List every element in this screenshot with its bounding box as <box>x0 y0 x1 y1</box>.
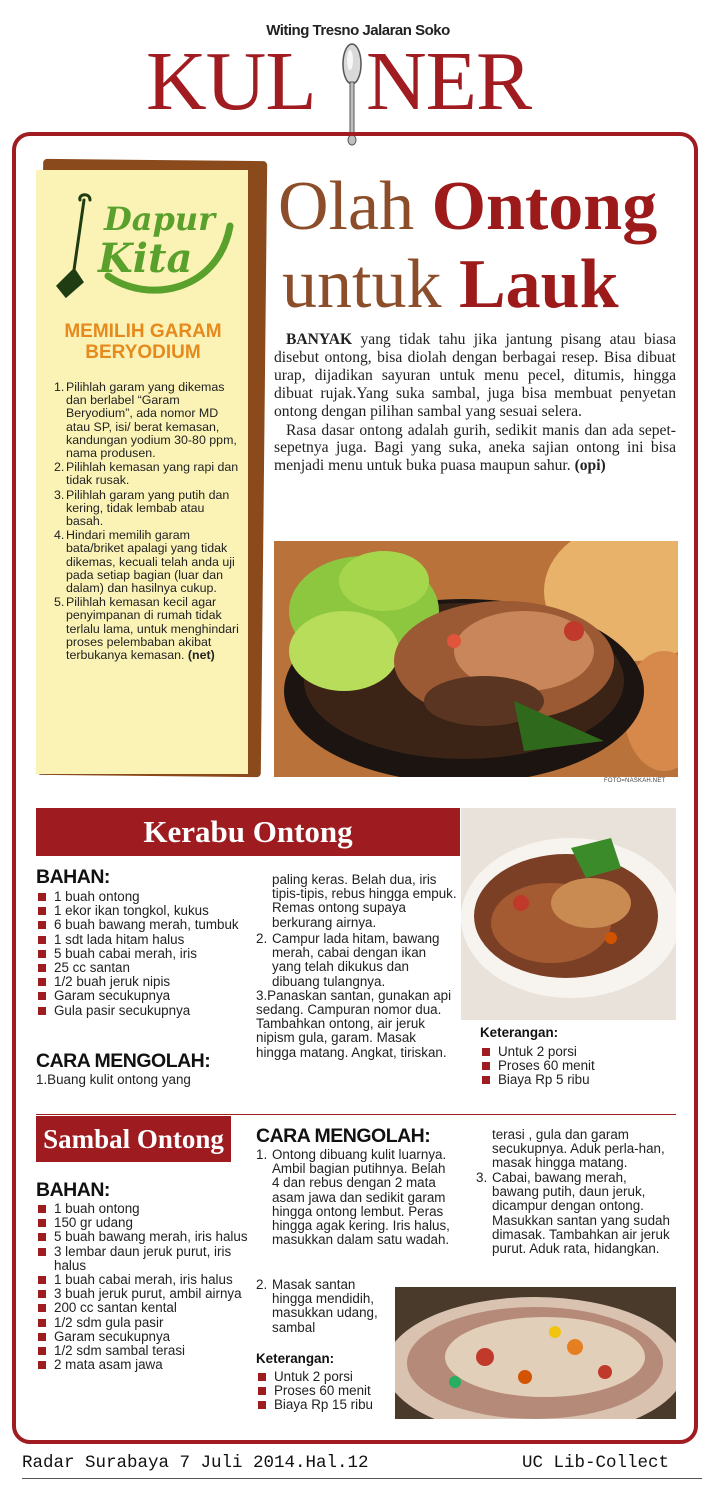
list-item: 5. Pilihlah kemasan kecil agar penyimpanan di rumah tidak terlalu lama, untuk menghindari proses pelembaban akibat terbukanya kemasan. (net) <box>54 595 239 663</box>
list-item: 1 buah ontong <box>36 1202 248 1216</box>
list-item: 3 buah jeruk purut, ambil airnya <box>36 1287 248 1301</box>
sambal-bahan-list <box>36 1202 248 1372</box>
list-item: 200 cc santan kental <box>36 1301 248 1315</box>
kerabu-cara-heading: CARA MENGOLAH: <box>36 1050 211 1072</box>
sambal-cara-heading: CARA MENGOLAH: <box>256 1125 431 1147</box>
list-item: 5 buah cabai merah, iris <box>36 947 246 961</box>
headline-line2: untuk Lauk <box>282 246 619 323</box>
list-item: 1/2 sdm sambal terasi <box>36 1344 248 1358</box>
sambal-steps-a <box>256 1148 456 1247</box>
list-item: 1 buah cabai merah, iris halus <box>36 1273 248 1287</box>
kerabu-bahan-heading: BAHAN: <box>36 866 110 888</box>
sambal-keterangan-heading: Keterangan: <box>256 1351 335 1366</box>
list-item: 4. Hindari memilih garam bata/briket apalagi yang tidak dikemas, kecuali telah anda uji pada setiap bagian (luar dan dalam) dan hasilnya cukup. <box>54 528 235 596</box>
dapur-kita-logo <box>48 186 238 304</box>
list-item: 25 cc santan <box>36 961 246 975</box>
kerabu-step1-start: 1.Buang kulit ontong yang <box>36 1072 191 1087</box>
list-item: 1/2 sdm gula pasir <box>36 1316 248 1330</box>
food-photo-main <box>274 541 678 777</box>
logo-word-kita: Kita <box>98 235 193 282</box>
list-item: Garam secukupnya <box>36 1330 248 1344</box>
sambal-bahan-heading: BAHAN: <box>36 1179 110 1201</box>
masthead <box>0 35 716 128</box>
intro-paragraph-2: Rasa dasar ontong adalah gurih, sedikit manis dan ada sepet-sepetnya juga. Bagi yang suka, aneka sajian ontong ini bisa menjadi menu untuk buka puasa maupun sahur. (opi) <box>274 421 676 475</box>
kerabu-step1-cont: paling keras. Belah dua, iris tipis-tipis, rebus hingga empuk. Remas ontong supaya berkurang airnya. <box>272 872 457 930</box>
logo-word-dapur: Dapur <box>104 200 215 238</box>
list-item: 1/2 buah jeruk nipis <box>36 975 246 989</box>
kerabu-photo <box>461 808 676 1020</box>
list-item: 3.Panaskan santan, gunakan api sedang. Campuran nomor dua. Tambahkan ontong, air jeruk nipism gula, garam. Masak hingga matang. Angkat, tiriskan. <box>256 987 452 1060</box>
sambal-title: Sambal Ontong <box>36 1116 231 1162</box>
kicker-text: Witing Tresno Jalaran Soko <box>266 22 450 39</box>
list-item: 1 ekor ikan tongkol, kukus <box>36 904 246 918</box>
spoon-icon <box>340 42 364 146</box>
list-item: 3. Pilihlah garam yang putih dan kering, tidak lembab atau basah. <box>54 487 230 529</box>
list-item: 2. Campur lada hitam, bawang merah, cabai dengan ikan yang telah dikukus dan dibuang tulangnya. <box>256 931 440 989</box>
footer-collection: UC Lib-Collect <box>522 1453 670 1473</box>
list-item: 1. Pilihlah garam yang dikemas dan berlabel “Garam Beryodium”, ada nomor MD atau SP, isi/ berat kemasan, kandungan yodium 30-80 ppm, nama produsen. <box>54 380 237 461</box>
kerabu-title: Kerabu Ontong <box>36 808 460 856</box>
sidebar-list <box>44 381 240 663</box>
footer-source: Radar Surabaya 7 Juli 2014.Hal.12 <box>22 1453 369 1473</box>
list-item: 3 lembar daun jeruk purut, iris halus <box>36 1245 248 1273</box>
list-item: Garam secukupnya <box>36 989 246 1003</box>
list-item: 2 mata asam jawa <box>36 1358 248 1372</box>
kerabu-steps <box>256 932 458 1060</box>
kerabu-keterangan-list <box>480 1045 670 1088</box>
list-item: 3. Cabai, bawang merah, bawang putih, daun jeruk, dicampur dengan ontong. Masukkan santan yang sudah dimasak. Tambahkan air jeruk purut. Aduk rata, hidangkan. <box>476 1170 670 1257</box>
section-divider <box>36 1114 676 1115</box>
list-item: 150 gr udang <box>36 1216 248 1230</box>
kerabu-keterangan-heading: Keterangan: <box>480 1025 559 1040</box>
list-item: 2. Pilihlah kemasan yang rapi dan tidak rusak. <box>54 460 239 488</box>
intro-paragraph-1: BANYAK yang tidak tahu jika jantung pisang atau biasa disebut ontong, bisa diolah dengan berbagai resep. Bisa dibuat urap, dijadikan sayuran untuk menu pecel, ditumis, hingga dibuat rujak.Yang suka sambal, juga bisa membuat penyetan ontong dengan pilihan sambal yang sesuai selera. <box>274 331 676 420</box>
headline-line1: Olah Ontong <box>278 168 658 245</box>
intro-text <box>274 331 676 476</box>
list-item: 1 buah ontong <box>36 890 246 904</box>
list-item: Untuk 2 porsi <box>480 1045 670 1059</box>
sambal-step2-cont: terasi , gula dan garam secukupnya. Aduk perla-han, masak hingga matang. <box>492 1127 665 1171</box>
list-item: Biaya Rp 5 ribu <box>480 1073 670 1087</box>
list-item: 6 buah bawang merah, tumbuk <box>36 918 246 932</box>
kerabu-bahan-list <box>36 890 246 1018</box>
sambal-keterangan-list <box>256 1370 392 1413</box>
list-item: Biaya Rp 15 ribu <box>256 1398 392 1412</box>
list-item: 2. Masak santan hingga mendidih, masukkan udang, sambal <box>256 1277 378 1335</box>
sambal-photo <box>395 1287 676 1419</box>
list-item: Proses 60 menit <box>256 1384 392 1398</box>
sidebar-title: MEMILIH GARAM BERYODIUM <box>64 321 222 363</box>
list-item: 5 buah bawang merah, iris halus <box>36 1230 248 1244</box>
masthead-left: KUL <box>146 35 316 128</box>
list-item: Gula pasir secukupnya <box>36 1004 246 1018</box>
list-item: Proses 60 menit <box>480 1059 670 1073</box>
sambal-steps-b <box>256 1278 384 1335</box>
masthead-right: NER <box>366 35 531 128</box>
list-item: 1. Ontong dibuang kulit luarnya. Ambil bagian putihnya. Belah 4 dan rebus dengan 2 mata asam jawa dan sedikit garam hingga ontong lembut. Peras hingga agak kering. Iris halus, masukkan dalam satu wadah. <box>256 1147 450 1248</box>
sambal-steps-c <box>476 1171 676 1256</box>
list-item: Untuk 2 porsi <box>256 1370 392 1384</box>
footer-divider <box>22 1478 702 1479</box>
sidebar-source: (net) <box>187 648 215 663</box>
list-item: 1 sdt lada hitam halus <box>36 933 246 947</box>
photo-credit: FOTO=NASKAH.NET <box>604 778 666 784</box>
